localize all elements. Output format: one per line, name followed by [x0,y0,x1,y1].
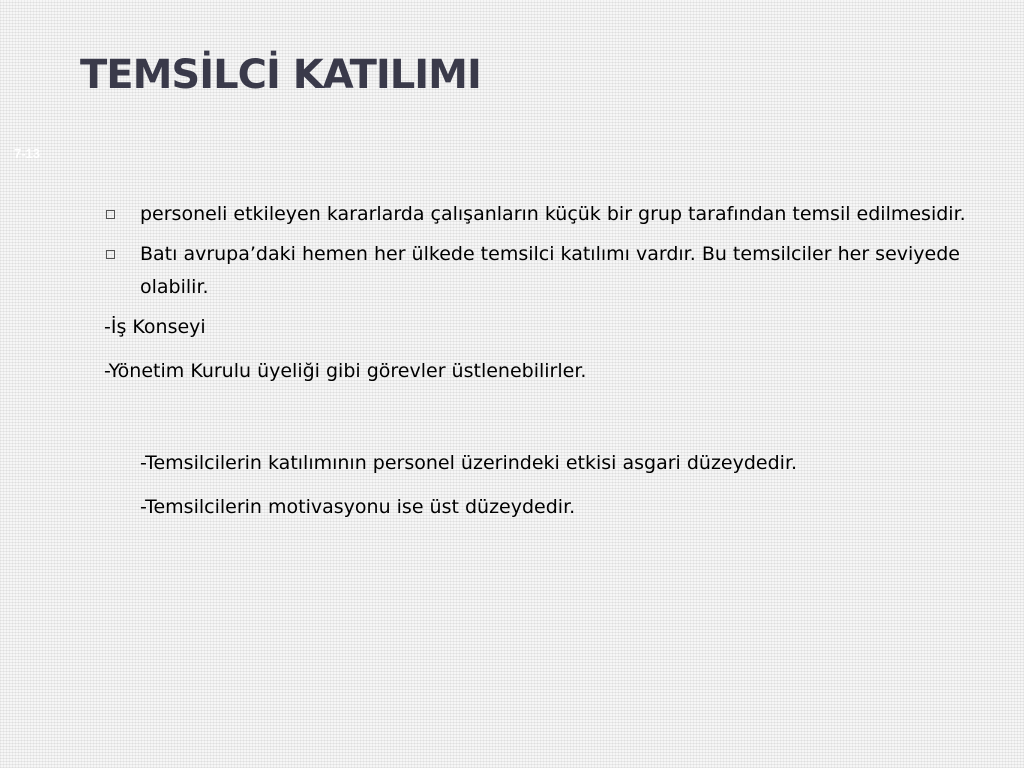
slide-number: 7-13 [14,146,41,161]
bullet-text: Batı avrupa’daki hemen her ülkede temsilci katılımı vardır. Bu temsilciler her seviyede olabilir. [140,243,960,298]
text-line: -Yönetim Kurulu üyeliği gibi görevler üstlenebilirler. [104,360,587,382]
spacer [104,399,974,447]
bullet-item [104,198,974,231]
slide-title: TEMSİLCİ KATILIMI [80,52,481,98]
square-bullet-icon [106,250,115,259]
sub-text-line: -Temsilcilerin motivasyonu ise üst düzeydedir. [140,496,576,518]
bullet-item [104,238,974,304]
square-bullet-icon [106,210,115,219]
slide-content [104,198,974,535]
text-line: -İş Konseyi [104,316,206,338]
bullet-text: personeli etkileyen kararlarda çalışanların küçük bir grup tarafından temsil edilmesidir. [140,203,966,225]
sub-text-line: -Temsilcilerin katılımının personel üzerindeki etkisi asgari düzeydedir. [140,452,798,474]
